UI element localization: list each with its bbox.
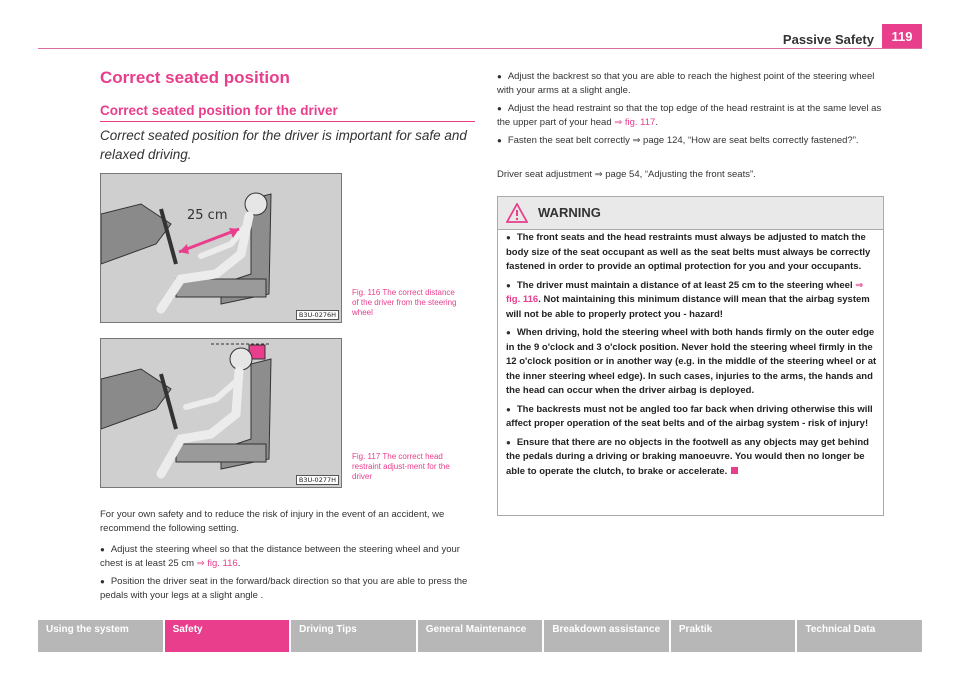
bullet-text: Position the driver seat in the forward/back direction so that you are able to press the pedals with your legs at a slight angle . [100, 576, 468, 601]
head-restraint-illustration [101, 339, 341, 487]
figure-117-caption: Fig. 117 The correct head restraint adjust-ment for the driver [352, 452, 450, 481]
seat-adjustment-note: Driver seat adjustment ⇒ page 54, “Adjusting the front seats”. [497, 169, 756, 180]
warning-text: The backrests must not be angled too far back when driving otherwise this will affect proper operation of the seat belts and of the airbag system - risk of injury! [506, 403, 873, 429]
bullet-end: . [237, 558, 241, 569]
left-bullet-steering [100, 543, 475, 571]
bullet-marker [506, 232, 517, 243]
figure-116-driver-distance [100, 173, 342, 323]
page-number: 119 [882, 24, 922, 48]
tab-using-the-system[interactable]: Using the system [38, 620, 165, 652]
warning-item [506, 403, 877, 432]
subsection-title: Correct seated position for the driver [100, 103, 338, 118]
bullet-marker [100, 576, 111, 587]
warning-text: The driver must maintain a distance of at least 25 cm to the steering wheel [516, 279, 853, 291]
figure-117-head-restraint [100, 338, 342, 488]
warning-item [506, 231, 877, 275]
bullet-end: . [655, 117, 658, 128]
section-title: Correct seated position [100, 68, 290, 87]
footer-nav [38, 620, 922, 652]
bullet-text: Fasten the seat belt correctly ⇒ page 124, “How are seat belts correctly fastened?”. [507, 135, 859, 146]
tab-safety[interactable]: Safety [165, 620, 292, 652]
tab-breakdown-assistance[interactable]: Breakdown assistance [544, 620, 671, 652]
warning-body [506, 231, 877, 483]
bullet-marker [497, 135, 508, 146]
figure-116-caption: Fig. 116 The correct distance of the driver from the steering wheel [352, 288, 457, 317]
section-end-marker [731, 467, 738, 474]
bullet-marker [506, 437, 517, 448]
warning-item [506, 279, 877, 323]
tab-driving-tips[interactable]: Driving Tips [291, 620, 418, 652]
bullet-marker [497, 103, 508, 114]
bullet-marker [506, 327, 517, 338]
warning-box [497, 196, 884, 516]
bullet-text: Adjust the steering wheel so that the distance between the steering wheel and your chest is at least 25 cm [100, 544, 460, 569]
tab-general-maintenance[interactable]: General Maintenance [418, 620, 545, 652]
bullet-marker [506, 404, 517, 415]
warning-text: Ensure that there are no objects in the footwell as any objects may get behind the pedals during a driving or braking manoeuvre. You would then no longer be able to operate the clutch, to brake or accelerate. [506, 436, 869, 477]
right-bullet-seat-belt [497, 134, 882, 148]
intro-text: Correct seated position for the driver is important for safe and relaxed driving. [100, 128, 467, 162]
warning-header [498, 197, 883, 230]
bullet-text: Adjust the backrest so that you are able to reach the highest point of the steering wheel with your arms at a slight angle. [497, 71, 875, 96]
warning-triangle-icon [506, 203, 528, 223]
running-header-title: Passive Safety [782, 32, 874, 47]
figure-code: B3U-0276H [296, 310, 339, 320]
warning-item [506, 326, 877, 399]
warning-item [506, 436, 877, 480]
fig-116-link[interactable]: ⇒ fig. 116 [196, 558, 238, 569]
driver-distance-illustration [101, 174, 341, 322]
figure-code: B3U-0277H [296, 475, 339, 485]
fig-117-link[interactable]: ⇒ fig. 117 [614, 117, 656, 128]
right-bullet-head-restraint [497, 102, 882, 130]
left-bullet-seat [100, 575, 475, 603]
tab-technical-data[interactable]: Technical Data [797, 620, 922, 652]
left-paragraph: For your own safety and to reduce the risk of injury in the event of an accident, we recommend the following setting. [100, 509, 445, 534]
bullet-marker [100, 544, 111, 555]
fig-116-link[interactable]: ⇒ fig. 116 [506, 279, 864, 305]
right-bullet-backrest [497, 70, 882, 98]
bullet-marker [506, 280, 517, 291]
subsection-rule [100, 121, 475, 122]
header-rule [38, 48, 922, 49]
bullet-marker [497, 71, 508, 82]
warning-text: When driving, hold the steering wheel with both hands firmly on the outer edge in the 9 o'clock and 3 o'clock position. Never hold the steering wheel firmly in the 12 o'clock position or in another way (e.g. in the middle of the steering wheel or at the inner steering wheel edge). In such cases, injuries to the arms, the hands and the head can occur when the driver airbag is deployed. [506, 327, 877, 396]
bullet-text: Adjust the head restraint so that the top edge of the head restraint is at the same level as the upper part of your head [497, 103, 882, 128]
tab-praktik[interactable]: Praktik [671, 620, 798, 652]
warning-text: The front seats and the head restraints must always be adjusted to match the body size of the seat occupant as well as the seat belts must always be correctly fastened in order to provide an optimal protection for you and your occupants. [506, 232, 871, 272]
warning-title: WARNING [538, 205, 601, 220]
distance-label: 25 cm [187, 208, 228, 223]
warning-text: . Not maintaining this minimum distance will mean that the airbag system will not be able to properly protect you - hazard! [506, 294, 870, 320]
